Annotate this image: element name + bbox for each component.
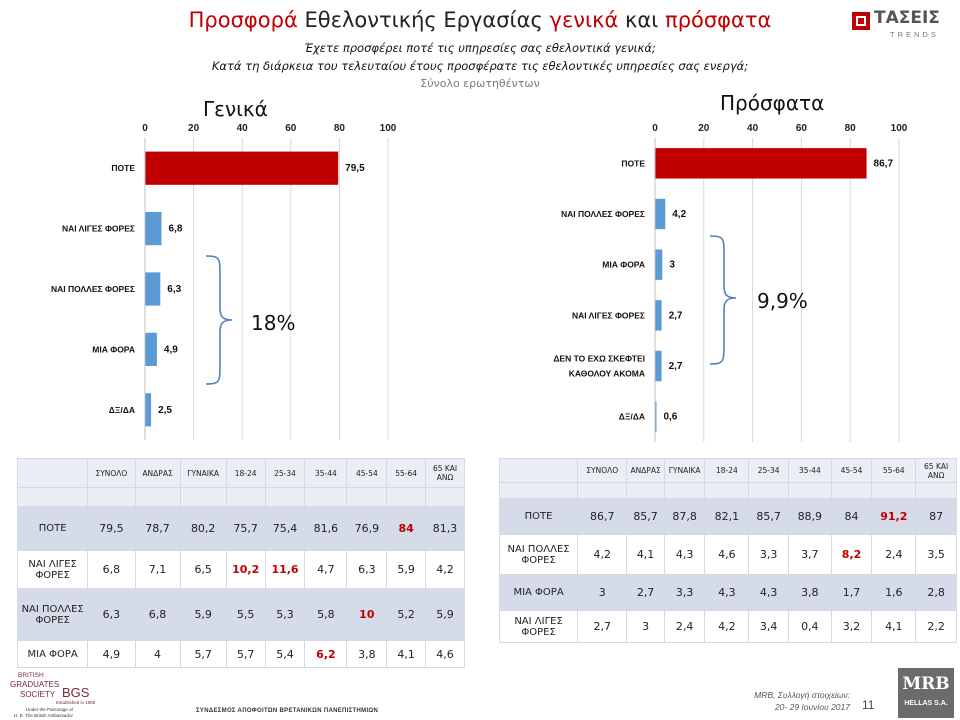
fieldwork-note-line1: MRB, Συλλογή στοιχείων: <box>754 690 850 700</box>
value-label: 6,8 <box>168 223 183 235</box>
table-cell: 6,5 <box>180 551 226 589</box>
x-tick-label: 40 <box>747 123 759 134</box>
bgs-line2: GRADUATES <box>10 680 60 689</box>
category-label: ΠΟΤΕ <box>111 163 135 174</box>
category-label: ΝΑΙ ΛΙΓΕΣ ΦΟΡΕΣ <box>62 223 135 234</box>
bgs-established: Established in 1958 <box>56 700 96 705</box>
table-cell: 5,2 <box>387 589 426 641</box>
table-cell: 3,3 <box>664 575 705 611</box>
table-cell: 88,9 <box>788 499 831 535</box>
logo-tagline: TRENDS <box>890 30 939 39</box>
category-label: ΠΟΤΕ <box>621 158 645 169</box>
table-cell: ΑΝΔΡΑΣ <box>627 459 664 483</box>
table-cell: 35-44 <box>788 459 831 483</box>
bar <box>655 300 662 330</box>
bar <box>145 272 160 305</box>
x-tick-label: 60 <box>285 123 297 134</box>
bar <box>145 152 338 185</box>
table-cell: 3,7 <box>788 535 831 575</box>
table-cell: 5,5 <box>226 589 265 641</box>
value-label: 2,7 <box>668 361 683 372</box>
value-label: 86,7 <box>873 158 894 170</box>
table-cell: 1,7 <box>831 575 872 611</box>
table-cell <box>500 459 578 483</box>
table-cell: 2,2 <box>916 611 957 643</box>
category-label: ΝΑΙ ΠΟΛΛΕΣ ΦΟΡΕΣ <box>560 209 645 219</box>
table-cell <box>88 488 135 507</box>
table-cell: 55-64 <box>387 459 426 488</box>
table-cell: 87,8 <box>664 499 705 535</box>
table-cell <box>18 488 88 507</box>
crosstab-recent <box>499 458 957 643</box>
table-cell: 6,3 <box>88 589 135 641</box>
table-cell: 85,7 <box>627 499 664 535</box>
table-cell: 4,2 <box>426 551 465 589</box>
table-cell <box>578 483 627 499</box>
table-cell: 82,1 <box>705 499 749 535</box>
bracket-recent-icon <box>704 230 744 370</box>
table-cell: 4,3 <box>664 535 705 575</box>
table-cell: 5,3 <box>265 589 305 641</box>
question-general: Έχετε προσφέρει ποτέ τις υπηρεσίες σας εθελοντικά γενικά; <box>304 41 656 55</box>
table-row <box>500 575 957 611</box>
table-cell: 5,4 <box>265 641 305 668</box>
table-cell: 35-44 <box>305 459 347 488</box>
value-label: 2,7 <box>668 310 683 322</box>
value-label: 6,3 <box>167 284 182 295</box>
table-cell: 11,6 <box>265 551 305 589</box>
x-tick-label: 80 <box>333 123 345 134</box>
table-cell: 3 <box>578 575 627 611</box>
table-cell: 76,9 <box>347 507 387 551</box>
table-cell: 3 <box>627 611 664 643</box>
page-number: 11 <box>862 698 875 712</box>
table-cell: 25-34 <box>265 459 305 488</box>
question-recent: Κατά τη διάρκεια του τελευταίου έτους προσφέρατε τις εθελοντικές υπηρεσίες σας ενεργά; <box>211 59 749 73</box>
table-cell: 6,2 <box>305 641 347 668</box>
value-label: 3 <box>669 259 675 271</box>
category-label: ΜΙΑ ΦΟΡΑ <box>602 259 645 270</box>
value-label: 0,6 <box>663 411 678 423</box>
table-cell: 55-64 <box>872 459 916 483</box>
table-header-row <box>500 459 957 483</box>
table-cell: 3,8 <box>788 575 831 611</box>
table-cell: 6,3 <box>347 551 387 589</box>
table-row <box>500 611 957 643</box>
group-share-general: 18% <box>251 311 296 335</box>
table-cell: 4,9 <box>88 641 135 668</box>
bar <box>655 199 665 229</box>
bgs-line3: SOCIETY <box>20 690 56 699</box>
table-spacer-row <box>500 483 957 499</box>
table-cell: ΣΥΝΟΛΟ <box>578 459 627 483</box>
table-cell: 8,2 <box>831 535 872 575</box>
table-cell: ΝΑΙ ΛΙΓΕΣ ΦΟΡΕΣ <box>18 551 88 589</box>
category-label: ΝΑΙ ΠΟΛΛΕΣ ΦΟΡΕΣ <box>50 284 135 294</box>
table-cell: ΜΙΑ ΦΟΡΑ <box>500 575 578 611</box>
x-tick-label: 100 <box>379 123 397 134</box>
bgs-patronage2: H. E. The British Ambassador <box>14 713 73 718</box>
x-tick-label: 100 <box>890 123 908 134</box>
title-part: Προσφορά <box>188 8 298 32</box>
fieldwork-note-line2: 20- 29 Ιουνίου 2017 <box>774 702 850 712</box>
table-cell: 2,4 <box>872 535 916 575</box>
table-cell: 6,8 <box>88 551 135 589</box>
table-cell: ΠΟΤΕ <box>18 507 88 551</box>
table-cell <box>226 488 265 507</box>
category-label: ΝΑΙ ΛΙΓΕΣ ΦΟΡΕΣ <box>572 310 645 321</box>
table-cell: 3,8 <box>347 641 387 668</box>
table-cell: 4 <box>135 641 180 668</box>
x-tick-label: 40 <box>236 123 248 134</box>
table-cell <box>664 483 705 499</box>
bar <box>655 249 662 279</box>
table-cell: 2,4 <box>664 611 705 643</box>
table-cell: 4,3 <box>749 575 789 611</box>
table-row <box>18 507 465 551</box>
table-cell: ΑΝΔΡΑΣ <box>135 459 180 488</box>
table-row <box>18 589 465 641</box>
table-cell: 84 <box>831 499 872 535</box>
table-cell: ΜΙΑ ΦΟΡΑ <box>18 641 88 668</box>
table-cell: 84 <box>387 507 426 551</box>
table-cell: 81,6 <box>305 507 347 551</box>
logo-name: ΤΑΣΕΙΣ <box>874 8 940 28</box>
table-cell: 10 <box>347 589 387 641</box>
table-cell: 86,7 <box>578 499 627 535</box>
table-spacer-row <box>18 488 465 507</box>
table-cell: 5,9 <box>426 589 465 641</box>
chart-title-general: Γενικά <box>203 97 268 121</box>
table-cell <box>831 483 872 499</box>
table-cell <box>18 459 88 488</box>
table-cell <box>426 488 465 507</box>
value-label: 2,5 <box>158 404 172 416</box>
table-row <box>500 535 957 575</box>
table-cell: 75,4 <box>265 507 305 551</box>
table-cell: 7,1 <box>135 551 180 589</box>
bar <box>655 351 662 381</box>
table-cell: ΝΑΙ ΠΟΛΛΕΣ ΦΟΡΕΣ <box>18 589 88 641</box>
title-part: γενικά <box>549 8 619 32</box>
table-cell <box>749 483 789 499</box>
table-cell: 4,3 <box>705 575 749 611</box>
mrb-logo-text: MRB <box>902 674 950 694</box>
category-label: ΔΞ/ΔΑ <box>618 411 645 422</box>
group-share-recent: 9,9% <box>757 289 808 313</box>
table-row <box>18 641 465 668</box>
table-cell <box>265 488 305 507</box>
table-cell: 91,2 <box>872 499 916 535</box>
mrb-logo <box>898 668 954 718</box>
table-cell: ΠΟΤΕ <box>500 499 578 535</box>
bar <box>145 393 151 426</box>
table-cell <box>705 483 749 499</box>
table-cell: 1,6 <box>872 575 916 611</box>
table-cell: 25-34 <box>749 459 789 483</box>
table-cell: ΓΥΝΑΙΚΑ <box>664 459 705 483</box>
table-cell: 45-54 <box>831 459 872 483</box>
table-cell: 87 <box>916 499 957 535</box>
table-cell <box>788 483 831 499</box>
table-header-row <box>18 459 465 488</box>
bar <box>145 333 157 366</box>
table-cell: 4,1 <box>872 611 916 643</box>
table-cell: 5,9 <box>387 551 426 589</box>
bar <box>655 148 867 178</box>
table-cell: ΝΑΙ ΠΟΛΛΕΣ ΦΟΡΕΣ <box>500 535 578 575</box>
crosstab-general <box>17 458 465 668</box>
table-cell: 4,6 <box>705 535 749 575</box>
table-cell: 75,7 <box>226 507 265 551</box>
table-cell: 4,7 <box>305 551 347 589</box>
table-cell <box>180 488 226 507</box>
table-cell: 65 ΚΑΙ ΑΝΩ <box>916 459 957 483</box>
fieldwork-note <box>700 689 850 713</box>
table-cell: 5,7 <box>180 641 226 668</box>
logo-square-icon <box>852 12 870 30</box>
table-cell: 3,3 <box>749 535 789 575</box>
base-note: Σύνολο ερωτηθέντων <box>420 77 540 90</box>
x-tick-label: 80 <box>844 123 856 134</box>
table-cell: 10,2 <box>226 551 265 589</box>
table-cell: 0,4 <box>788 611 831 643</box>
chart-title-recent: Πρόσφατα <box>720 91 825 115</box>
value-label: 4,2 <box>672 209 687 220</box>
bar <box>145 212 162 245</box>
table-cell: 81,3 <box>426 507 465 551</box>
table-cell: 2,7 <box>578 611 627 643</box>
table-cell: 65 ΚΑΙ ΑΝΩ <box>426 459 465 488</box>
association-name: ΣΥΝΔΕΣΜΟΣ ΑΠΟΦΟΙΤΩΝ ΒΡΕΤΑΝΙΚΩΝ ΠΑΝΕΠΙΣΤΗΜΙΩΝ <box>196 708 379 714</box>
table-cell: 5,9 <box>180 589 226 641</box>
table-cell <box>305 488 347 507</box>
category-label: ΜΙΑ ΦΟΡΑ <box>92 344 135 355</box>
taseis-logo <box>846 6 950 44</box>
table-cell: 2,8 <box>916 575 957 611</box>
table-cell: ΝΑΙ ΛΙΓΕΣ ΦΟΡΕΣ <box>500 611 578 643</box>
table-cell: 3,2 <box>831 611 872 643</box>
value-label: 4,9 <box>163 344 178 356</box>
x-tick-label: 60 <box>795 123 807 134</box>
table-row <box>500 499 957 535</box>
table-cell: 85,7 <box>749 499 789 535</box>
category-label: ΚΑΘΟΛΟΥ ΑΚΟΜΑ <box>568 368 645 379</box>
table-cell: 6,8 <box>135 589 180 641</box>
table-row <box>18 551 465 589</box>
x-tick-label: 0 <box>652 123 658 134</box>
value-label: 79,5 <box>345 163 365 175</box>
table-cell <box>387 488 426 507</box>
table-cell: 4,2 <box>578 535 627 575</box>
mrb-logo-sub: HELLAS S.A. <box>904 700 948 707</box>
table-cell: 2,7 <box>627 575 664 611</box>
x-tick-label: 0 <box>142 123 148 134</box>
table-cell: 80,2 <box>180 507 226 551</box>
category-label: ΔΞ/ΔΑ <box>108 404 135 415</box>
table-cell: 4,6 <box>426 641 465 668</box>
table-cell: ΓΥΝΑΙΚΑ <box>180 459 226 488</box>
category-label: ΔΕΝ ΤΟ ΕΧΩ ΣΚΕΦΤΕΙ <box>553 353 645 364</box>
x-tick-label: 20 <box>698 123 710 134</box>
table-cell <box>627 483 664 499</box>
table-cell: 78,7 <box>135 507 180 551</box>
bgs-patronage1: Under the Patronage of <box>26 707 73 712</box>
table-cell: 5,7 <box>226 641 265 668</box>
table-cell: 18-24 <box>705 459 749 483</box>
bgs-logo <box>6 668 118 718</box>
table-cell: 45-54 <box>347 459 387 488</box>
table-cell: 4,1 <box>627 535 664 575</box>
bracket-general-icon <box>200 250 240 390</box>
page-title <box>0 8 960 32</box>
bgs-initials: BGS <box>62 685 90 700</box>
table-cell: 4,2 <box>705 611 749 643</box>
table-cell: 18-24 <box>226 459 265 488</box>
table-cell <box>916 483 957 499</box>
table-cell: ΣΥΝΟΛΟ <box>88 459 135 488</box>
title-part: πρόσφατα <box>665 8 772 32</box>
title-part: Εθελοντικής Εργασίας <box>297 8 550 32</box>
title-part: και <box>618 8 666 32</box>
table-cell <box>135 488 180 507</box>
table-cell: 4,1 <box>387 641 426 668</box>
table-cell: 79,5 <box>88 507 135 551</box>
bgs-line1: BRITISH <box>18 672 44 679</box>
table-cell <box>500 483 578 499</box>
table-cell <box>347 488 387 507</box>
table-cell <box>872 483 916 499</box>
table-cell: 5,8 <box>305 589 347 641</box>
table-cell: 3,4 <box>749 611 789 643</box>
x-tick-label: 20 <box>188 123 200 134</box>
table-cell: 3,5 <box>916 535 957 575</box>
